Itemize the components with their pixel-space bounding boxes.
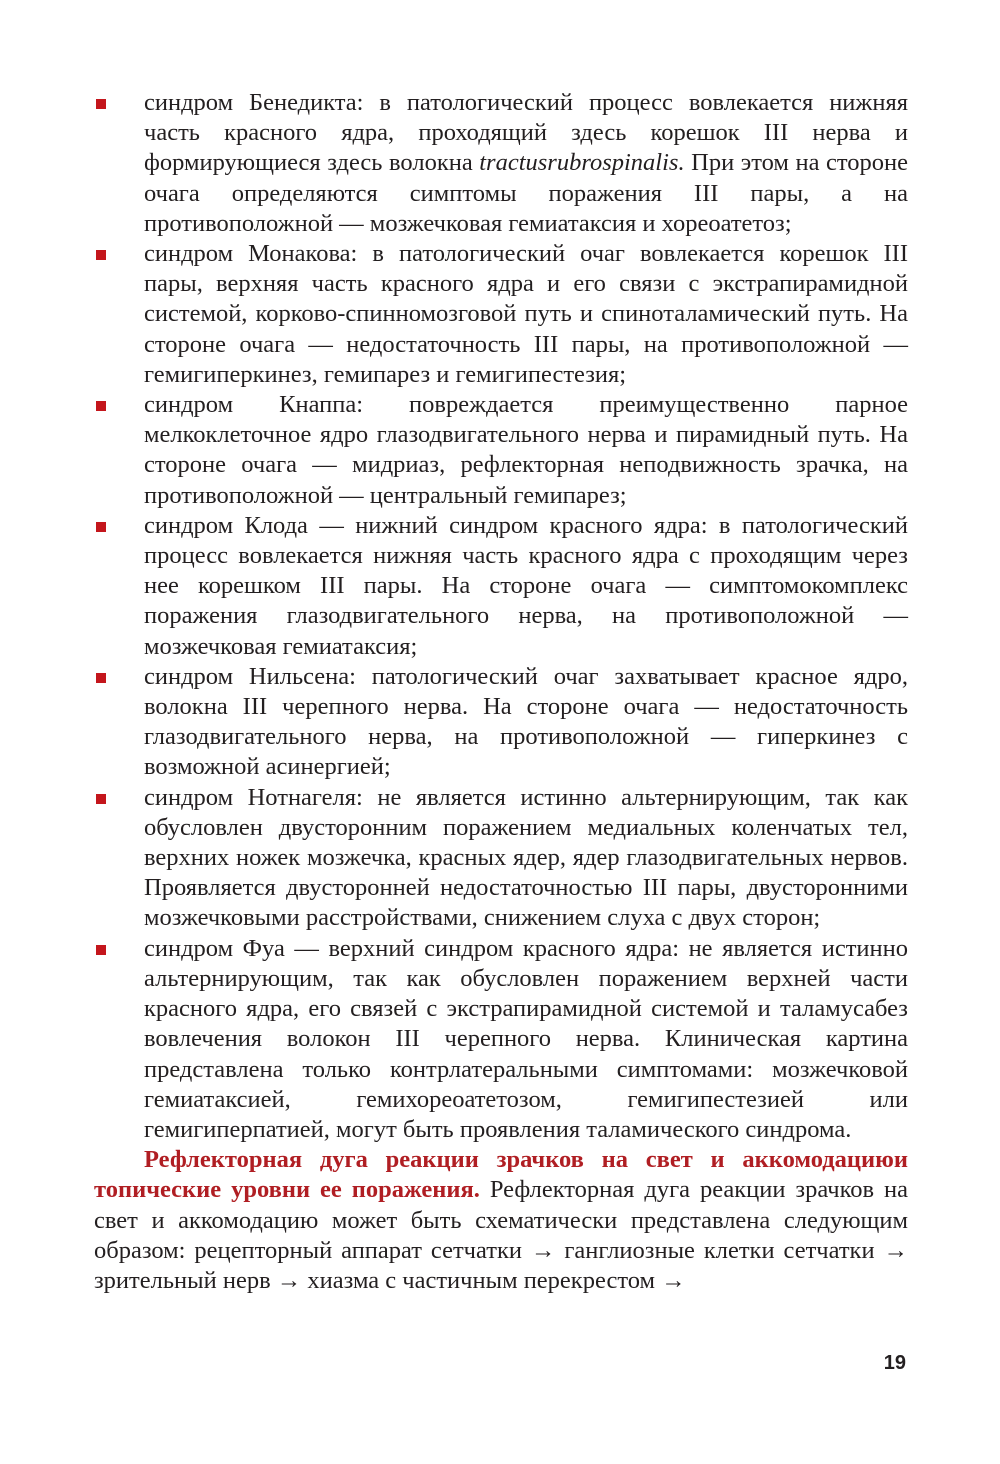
square-bullet-icon — [96, 673, 106, 683]
item-text: синдром Монакова: в патологический очаг вовлекается корешок III пары, верхняя часть красного ядра и его связи с экстрапирамидной системой, корково-спинномозговой путь и спиноталамический путь. На стороне очага — недостаточность III пары, на противоположной — гемигиперкинез, гемипарез и гемигипестезия; — [144, 240, 908, 388]
list-item-nothnagel — [94, 783, 908, 934]
page-body — [94, 88, 908, 1296]
list-item-nielsen — [94, 662, 908, 783]
list-item-benedikt — [94, 88, 908, 239]
item-text: синдром Нильсена: патологический очаг захватывает красное ядро, волокна III черепного нерва. На стороне очага — недостаточность глазодвигательного нерва, на противоположной — гиперкинез с возможной асинергией; — [144, 662, 908, 781]
item-text: синдром Клода — нижний синдром красного ядра: в патологический процесс вовлекается нижняя часть красного ядра с проходящим через нее корешком III пары. На стороне очага — симптомокомплекс поражения глазодвигательного нерва, на противоположной — мозжечковая гемиатаксия; — [144, 511, 908, 660]
page-number: 19 — [883, 1352, 906, 1374]
section-heading: Рефлекторная дуга реакции зрачков на свет и аккомодациюи топические уровни ее поражения. — [94, 1146, 908, 1204]
item-text: синдром Бенедикта: в патологический процесс вовлекается нижняя часть красного ядра, проходящий здесь корешок III нерва и формирующиеся здесь волокна — [144, 89, 908, 177]
square-bullet-icon — [96, 794, 106, 804]
list-item-knapp — [94, 390, 908, 511]
item-text-continued: При этом на стороне очага определяются симптомы поражения III пары, а на противоположной — мозжечковая гемиатаксия и хореоатетоз; — [144, 149, 908, 237]
reflex-arc-paragraph — [94, 1145, 908, 1296]
item-text: синдром Нотнагеля: не является истинно альтернирующим, так как обусловлен двусторонним поражением медиальных коленчатых тел, верхних ножек мозжечка, красных ядер, ядер глазодвигательных нервов. Проявляется двусторонней недостаточностью III пары, двусторонними мозжечковыми расстройствами, снижением слуха с двух сторон; — [144, 783, 908, 932]
square-bullet-icon — [96, 522, 106, 532]
paragraph-body: Рефлекторная дуга реакции зрачков на свет и аккомодацию может быть схематически представлена следующим образом: рецепторный аппарат сетчатки → ганглиозные клетки сетчатки → зрительный нерв → хиазма с частичным перекрестом → — [94, 1176, 908, 1294]
square-bullet-icon — [96, 401, 106, 411]
square-bullet-icon — [96, 99, 106, 109]
item-text: синдром Кнаппа: повреждается преимущественно парное мелкоклеточное ядро глазодвигательного нерва и пирамидный путь. На стороне очага — мидриаз, рефлекторная неподвижность зрачка, на противоположной — центральный гемипарез; — [144, 391, 908, 509]
syndrome-list — [94, 88, 908, 1145]
list-item-foix — [94, 934, 908, 1145]
list-item-monakov — [94, 239, 908, 390]
square-bullet-icon — [96, 250, 106, 260]
item-text: синдром Фуа — верхний синдром красного ядра: не является истинно альтернирующим, так как обусловлен поражением верхней части красного ядра, его связей с экстрапирамидной системой и таламусабез вовлечения волокон III черепного нерва. Клиническая картина представлена только контрлатеральными симптомами: мозжечковой гемиатаксией, гемихореоатетозом, гемигипестезией или гемигиперпатией, могут быть проявления таламического синдрома. — [144, 934, 908, 1143]
list-item-claude — [94, 511, 908, 662]
square-bullet-icon — [96, 945, 106, 955]
latin-term: tractusrubrospinalis. — [479, 149, 685, 177]
